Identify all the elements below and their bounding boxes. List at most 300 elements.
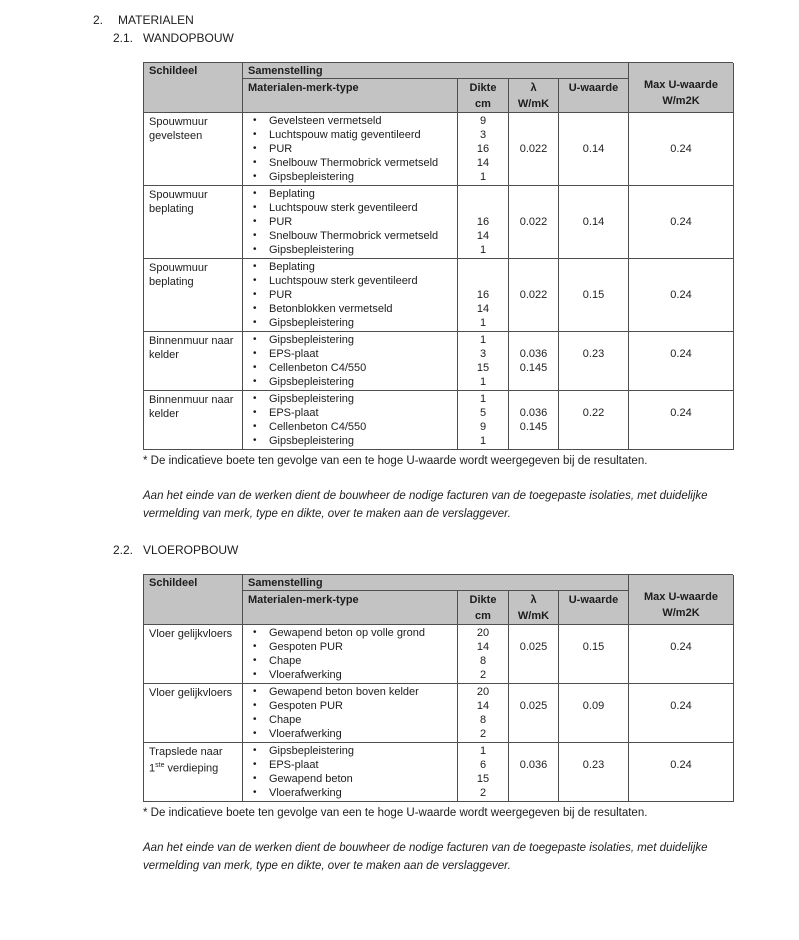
material-item bbox=[243, 626, 457, 640]
ordinal-superscript: ste bbox=[155, 762, 165, 769]
col-header-max-u-waarde bbox=[629, 63, 734, 113]
material-name: Cellenbeton C4/550 bbox=[269, 421, 367, 433]
lambda-value: 0.036 bbox=[519, 759, 548, 771]
col-header-schildeel: Schildeel bbox=[144, 575, 243, 625]
max-u-waarde-cell bbox=[629, 743, 734, 802]
schildeel-cell bbox=[144, 625, 243, 684]
dikte-value: 15 bbox=[476, 773, 490, 785]
material-item bbox=[243, 434, 457, 448]
material-item bbox=[243, 128, 457, 142]
max-value bbox=[629, 626, 733, 640]
material-name: EPS-plaat bbox=[269, 407, 319, 419]
lambda-value bbox=[509, 772, 558, 786]
max-value: 0.24 bbox=[670, 348, 692, 360]
subsection-number: 2.1. bbox=[113, 31, 134, 45]
dikte-cell bbox=[458, 259, 509, 332]
material-name: PUR bbox=[269, 216, 293, 228]
materials-cell bbox=[243, 332, 458, 391]
u-value bbox=[559, 772, 628, 786]
lambda-value bbox=[509, 201, 558, 215]
u-value bbox=[559, 668, 628, 682]
max-u-waarde-cell bbox=[629, 625, 734, 684]
lambda-value: 0.022 bbox=[519, 289, 548, 301]
bullet-icon: • bbox=[253, 655, 257, 666]
col-header-materialen-merk-type: Materialen-merk-type bbox=[243, 591, 458, 625]
bullet-icon: • bbox=[253, 348, 257, 359]
bullet-icon: • bbox=[253, 188, 257, 199]
lambda-value: 0.145 bbox=[519, 421, 548, 433]
schildeel-text: Spouwmuur gevelsteen bbox=[149, 116, 208, 142]
material-item bbox=[243, 274, 457, 288]
max-value bbox=[629, 187, 733, 201]
u-value bbox=[559, 375, 628, 389]
material-item bbox=[243, 744, 457, 758]
dikte-value: 1 bbox=[479, 435, 487, 447]
lambda-value bbox=[509, 316, 558, 330]
max-u-waarde-cell bbox=[629, 113, 734, 186]
u-value bbox=[559, 187, 628, 201]
dikte-header-line2: cm bbox=[475, 98, 491, 110]
bullet-icon: • bbox=[253, 700, 257, 711]
u-value bbox=[559, 744, 628, 758]
lambda-cell bbox=[509, 684, 559, 743]
dikte-value: 3 bbox=[479, 129, 487, 141]
schildeel-text: Binnenmuur naar kelder bbox=[149, 394, 234, 420]
material-name: Vloerafwerking bbox=[269, 728, 342, 740]
material-item bbox=[243, 375, 457, 389]
lambda-cell bbox=[509, 259, 559, 332]
lambda-value bbox=[509, 260, 558, 274]
max-u-waarde-cell bbox=[629, 186, 734, 259]
max-value bbox=[629, 744, 733, 758]
material-name: EPS-plaat bbox=[269, 759, 319, 771]
max-value: 0.24 bbox=[670, 407, 692, 419]
max-value bbox=[629, 316, 733, 330]
material-item bbox=[243, 392, 457, 406]
lambda-value bbox=[509, 654, 558, 668]
col-header-u-waarde: U-waarde bbox=[559, 591, 629, 625]
material-item bbox=[243, 316, 457, 330]
max-value bbox=[629, 713, 733, 727]
materials-cell bbox=[243, 259, 458, 332]
max-value bbox=[629, 668, 733, 682]
section-heading bbox=[93, 13, 194, 27]
dikte-value: 1 bbox=[479, 393, 487, 405]
max-value bbox=[629, 156, 733, 170]
table-footnote: * De indicatieve boete ten gevolge van een te hoge U-waarde wordt weergegeven bij de resultaten. bbox=[143, 807, 648, 819]
u-waarde-cell bbox=[559, 113, 629, 186]
dikte-header-line1: Dikte bbox=[469, 82, 497, 94]
bullet-icon: • bbox=[253, 686, 257, 697]
u-value bbox=[559, 170, 628, 184]
lambda-value bbox=[509, 713, 558, 727]
max-value: 0.24 bbox=[670, 216, 692, 228]
col-header-samenstelling: Samenstelling bbox=[243, 63, 629, 79]
material-item bbox=[243, 713, 457, 727]
bullet-icon: • bbox=[253, 157, 257, 168]
u-value bbox=[559, 229, 628, 243]
dikte-value: 14 bbox=[476, 641, 490, 653]
lambda-value bbox=[509, 170, 558, 184]
u-waarde-cell bbox=[559, 743, 629, 802]
material-name: Luchtspouw sterk geventileerd bbox=[269, 275, 418, 287]
material-name: Gewapend beton boven kelder bbox=[269, 686, 419, 698]
material-name: Gipsbepleistering bbox=[269, 334, 354, 346]
lambda-header-line2: W/mK bbox=[517, 98, 550, 110]
u-waarde-cell bbox=[559, 684, 629, 743]
u-value bbox=[559, 156, 628, 170]
material-item bbox=[243, 668, 457, 682]
max-value bbox=[629, 170, 733, 184]
bullet-icon: • bbox=[253, 362, 257, 373]
col-header-max-u-waarde bbox=[629, 575, 734, 625]
lambda-header-line1: λ bbox=[530, 82, 537, 94]
max-value bbox=[629, 772, 733, 786]
u-value: 0.15 bbox=[582, 641, 605, 653]
dikte-cell bbox=[458, 113, 509, 186]
bullet-icon: • bbox=[253, 244, 257, 255]
u-value: 0.14 bbox=[582, 143, 605, 155]
u-waarde-cell bbox=[559, 186, 629, 259]
u-value bbox=[559, 260, 628, 274]
u-value bbox=[559, 114, 628, 128]
max-value: 0.24 bbox=[670, 641, 692, 653]
schildeel-text: 1 bbox=[149, 762, 156, 775]
bullet-icon: • bbox=[253, 230, 257, 241]
col-header-schildeel: Schildeel bbox=[144, 63, 243, 113]
lambda-value bbox=[509, 727, 558, 741]
subsection-title: VLOEROPBOUW bbox=[143, 543, 239, 557]
max-u-waarde-cell bbox=[629, 332, 734, 391]
schildeel-cell bbox=[144, 684, 243, 743]
schildeel-text: Binnenmuur naar kelder bbox=[149, 335, 234, 361]
max-value bbox=[629, 333, 733, 347]
schildeel-text: Vloer gelijkvloers bbox=[149, 628, 233, 640]
materials-cell bbox=[243, 684, 458, 743]
lambda-value bbox=[509, 392, 558, 406]
dikte-value bbox=[458, 260, 508, 274]
invoice-note: Aan het einde van de werken dient de bouwheer de nodige facturen van de toegepaste isolaties, met duidelijke vermelding van merk, type en dikte, over te maken aan de verslaggever. bbox=[143, 490, 708, 520]
u-value bbox=[559, 316, 628, 330]
bullet-icon: • bbox=[253, 143, 257, 154]
max-value bbox=[629, 420, 733, 434]
material-item bbox=[243, 758, 457, 772]
bullet-icon: • bbox=[253, 275, 257, 286]
lambda-value: 0.022 bbox=[519, 143, 548, 155]
lambda-value: 0.036 bbox=[519, 348, 548, 360]
u-waarde-cell bbox=[559, 259, 629, 332]
material-item bbox=[243, 654, 457, 668]
col-header-dikte bbox=[458, 591, 509, 625]
max-u-waarde-cell bbox=[629, 259, 734, 332]
bullet-icon: • bbox=[253, 289, 257, 300]
dikte-value: 9 bbox=[479, 421, 487, 433]
material-item bbox=[243, 699, 457, 713]
bullet-icon: • bbox=[253, 407, 257, 418]
bullet-icon: • bbox=[253, 303, 257, 314]
bullet-icon: • bbox=[253, 669, 257, 680]
lambda-header-line2: W/mK bbox=[517, 610, 550, 622]
bullet-icon: • bbox=[253, 759, 257, 770]
max-value bbox=[629, 786, 733, 800]
bullet-icon: • bbox=[253, 728, 257, 739]
u-waarde-cell bbox=[559, 625, 629, 684]
section-number: 2. bbox=[93, 13, 104, 27]
material-name: Gevelsteen vermetseld bbox=[269, 115, 382, 127]
u-value bbox=[559, 274, 628, 288]
material-item bbox=[243, 727, 457, 741]
dikte-header-line2: cm bbox=[475, 610, 491, 622]
lambda-cell bbox=[509, 186, 559, 259]
bullet-icon: • bbox=[253, 393, 257, 404]
bullet-icon: • bbox=[253, 421, 257, 432]
material-name: Gipsbepleistering bbox=[269, 393, 354, 405]
max-value: 0.24 bbox=[670, 289, 692, 301]
u-value bbox=[559, 392, 628, 406]
u-value bbox=[559, 654, 628, 668]
material-item bbox=[243, 772, 457, 786]
dikte-value: 1 bbox=[479, 745, 487, 757]
max-value bbox=[629, 229, 733, 243]
dikte-value: 14 bbox=[476, 303, 490, 315]
dikte-value: 16 bbox=[476, 143, 490, 155]
max-value bbox=[629, 654, 733, 668]
material-name: PUR bbox=[269, 143, 293, 155]
lambda-cell bbox=[509, 625, 559, 684]
schildeel-cell bbox=[144, 186, 243, 259]
invoice-note: Aan het einde van de werken dient de bouwheer de nodige facturen van de toegepaste isolaties, met duidelijke vermelding van merk, type en dikte, over te maken aan de verslaggever. bbox=[143, 842, 708, 872]
max-u-waarde-cell bbox=[629, 391, 734, 450]
dikte-value: 20 bbox=[476, 686, 490, 698]
dikte-value: 1 bbox=[479, 317, 487, 329]
schildeel-text: Spouwmuur beplating bbox=[149, 262, 208, 288]
lambda-value bbox=[509, 333, 558, 347]
bullet-icon: • bbox=[253, 376, 257, 387]
material-item bbox=[243, 243, 457, 257]
materials-cell bbox=[243, 113, 458, 186]
max-value bbox=[629, 434, 733, 448]
material-name: Vloerafwerking bbox=[269, 787, 342, 799]
schildeel-cell bbox=[144, 113, 243, 186]
materials-table bbox=[143, 574, 733, 802]
material-item bbox=[243, 260, 457, 274]
schildeel-cell bbox=[144, 743, 243, 802]
lambda-cell bbox=[509, 332, 559, 391]
materials-cell bbox=[243, 186, 458, 259]
lambda-cell bbox=[509, 391, 559, 450]
dikte-value: 2 bbox=[479, 669, 487, 681]
bullet-icon: • bbox=[253, 202, 257, 213]
material-item bbox=[243, 114, 457, 128]
material-name: Gewapend beton op volle grond bbox=[269, 627, 425, 639]
materials-table bbox=[143, 62, 733, 450]
u-value bbox=[559, 626, 628, 640]
bullet-icon: • bbox=[253, 171, 257, 182]
material-item bbox=[243, 156, 457, 170]
lambda-value bbox=[509, 156, 558, 170]
subsection-title: WANDOPBOUW bbox=[143, 31, 234, 45]
schildeel-text: verdieping bbox=[164, 762, 219, 775]
material-name: PUR bbox=[269, 289, 293, 301]
u-value bbox=[559, 727, 628, 741]
u-value bbox=[559, 302, 628, 316]
u-value: 0.15 bbox=[582, 289, 605, 301]
material-name: Cellenbeton C4/550 bbox=[269, 362, 367, 374]
col-header-u-waarde: U-waarde bbox=[559, 79, 629, 113]
lambda-value: 0.025 bbox=[519, 641, 548, 653]
max-u-waarde-header-line1: Max U-waarde bbox=[644, 590, 718, 603]
material-name: Beplating bbox=[269, 188, 315, 200]
bullet-icon: • bbox=[253, 745, 257, 756]
material-item bbox=[243, 786, 457, 800]
material-item bbox=[243, 229, 457, 243]
materials-cell bbox=[243, 625, 458, 684]
material-name: Luchtspouw sterk geventileerd bbox=[269, 202, 418, 214]
lambda-value bbox=[509, 685, 558, 699]
subsection-number: 2.2. bbox=[113, 543, 134, 557]
dikte-value: 1 bbox=[479, 334, 487, 346]
lambda-value bbox=[509, 626, 558, 640]
u-value bbox=[559, 361, 628, 375]
material-item bbox=[243, 406, 457, 420]
dikte-value: 9 bbox=[479, 115, 487, 127]
u-value: 0.09 bbox=[582, 700, 605, 712]
material-item bbox=[243, 361, 457, 375]
dikte-value bbox=[458, 187, 508, 201]
u-value bbox=[559, 420, 628, 434]
material-name: Gipsbepleistering bbox=[269, 376, 354, 388]
material-name: Chape bbox=[269, 714, 302, 726]
dikte-cell bbox=[458, 625, 509, 684]
lambda-value bbox=[509, 274, 558, 288]
lambda-value bbox=[509, 128, 558, 142]
bullet-icon: • bbox=[253, 627, 257, 638]
material-item bbox=[243, 685, 457, 699]
lambda-value bbox=[509, 786, 558, 800]
dikte-value: 15 bbox=[476, 362, 490, 374]
dikte-value: 2 bbox=[479, 728, 487, 740]
bullet-icon: • bbox=[253, 334, 257, 345]
dikte-value: 8 bbox=[479, 655, 487, 667]
material-name: Gipsbepleistering bbox=[269, 745, 354, 757]
max-value bbox=[629, 392, 733, 406]
schildeel-text: Spouwmuur beplating bbox=[149, 189, 208, 215]
u-waarde-cell bbox=[559, 332, 629, 391]
material-name: Betonblokken vermetseld bbox=[269, 303, 393, 315]
material-name: Gewapend beton bbox=[269, 773, 353, 785]
u-value bbox=[559, 128, 628, 142]
max-value: 0.24 bbox=[670, 759, 692, 771]
section-title: MATERIALEN bbox=[118, 13, 194, 27]
lambda-value bbox=[509, 434, 558, 448]
lambda-value bbox=[509, 187, 558, 201]
dikte-value: 20 bbox=[476, 627, 490, 639]
max-u-waarde-header-line2: W/m2K bbox=[662, 94, 700, 107]
lambda-value: 0.022 bbox=[519, 216, 548, 228]
subsection bbox=[113, 31, 763, 523]
dikte-value: 14 bbox=[476, 700, 490, 712]
bullet-icon: • bbox=[253, 773, 257, 784]
material-name: Gipsbepleistering bbox=[269, 435, 354, 447]
col-header-samenstelling: Samenstelling bbox=[243, 575, 629, 591]
schildeel-text: Vloer gelijkvloers bbox=[149, 687, 233, 699]
material-item bbox=[243, 420, 457, 434]
u-value: 0.14 bbox=[582, 216, 605, 228]
dikte-value bbox=[458, 274, 508, 288]
max-value bbox=[629, 114, 733, 128]
bullet-icon: • bbox=[253, 641, 257, 652]
bullet-icon: • bbox=[253, 216, 257, 227]
u-value bbox=[559, 434, 628, 448]
lambda-cell bbox=[509, 743, 559, 802]
materials-cell bbox=[243, 743, 458, 802]
material-name: Gespoten PUR bbox=[269, 641, 343, 653]
lambda-value bbox=[509, 302, 558, 316]
lambda-value bbox=[509, 744, 558, 758]
material-item bbox=[243, 347, 457, 361]
max-value bbox=[629, 361, 733, 375]
max-u-waarde-header-line1: Max U-waarde bbox=[644, 78, 718, 91]
dikte-value: 6 bbox=[479, 759, 487, 771]
dikte-value: 5 bbox=[479, 407, 487, 419]
max-value bbox=[629, 243, 733, 257]
material-name: Gespoten PUR bbox=[269, 700, 343, 712]
lambda-value bbox=[509, 114, 558, 128]
max-value bbox=[629, 274, 733, 288]
max-value bbox=[629, 685, 733, 699]
bullet-icon: • bbox=[253, 261, 257, 272]
u-waarde-cell bbox=[559, 391, 629, 450]
u-value bbox=[559, 333, 628, 347]
dikte-value: 1 bbox=[479, 171, 487, 183]
lambda-cell bbox=[509, 113, 559, 186]
u-value bbox=[559, 713, 628, 727]
material-item bbox=[243, 170, 457, 184]
bullet-icon: • bbox=[253, 129, 257, 140]
table-footnote: * De indicatieve boete ten gevolge van een te hoge U-waarde wordt weergegeven bij de resultaten. bbox=[143, 455, 648, 467]
dikte-value: 16 bbox=[476, 289, 490, 301]
dikte-value: 14 bbox=[476, 157, 490, 169]
material-name: Chape bbox=[269, 655, 302, 667]
bullet-icon: • bbox=[253, 787, 257, 798]
u-value bbox=[559, 685, 628, 699]
lambda-value bbox=[509, 229, 558, 243]
dikte-cell bbox=[458, 332, 509, 391]
material-item bbox=[243, 640, 457, 654]
bullet-icon: • bbox=[253, 435, 257, 446]
material-item bbox=[243, 333, 457, 347]
subsection-heading bbox=[113, 31, 763, 45]
max-u-waarde-cell bbox=[629, 684, 734, 743]
dikte-value: 8 bbox=[479, 714, 487, 726]
lambda-value: 0.036 bbox=[519, 407, 548, 419]
dikte-value: 16 bbox=[476, 216, 490, 228]
u-value bbox=[559, 786, 628, 800]
material-item bbox=[243, 201, 457, 215]
col-header-lambda bbox=[509, 79, 559, 113]
dikte-cell bbox=[458, 391, 509, 450]
material-name: Gipsbepleistering bbox=[269, 317, 354, 329]
dikte-header-line1: Dikte bbox=[469, 594, 497, 606]
dikte-value: 1 bbox=[479, 376, 487, 388]
bullet-icon: • bbox=[253, 714, 257, 725]
col-header-lambda bbox=[509, 591, 559, 625]
u-value: 0.23 bbox=[582, 348, 605, 360]
max-value: 0.24 bbox=[670, 700, 692, 712]
dikte-cell bbox=[458, 186, 509, 259]
dikte-value: 3 bbox=[479, 348, 487, 360]
lambda-header-line1: λ bbox=[530, 594, 537, 606]
